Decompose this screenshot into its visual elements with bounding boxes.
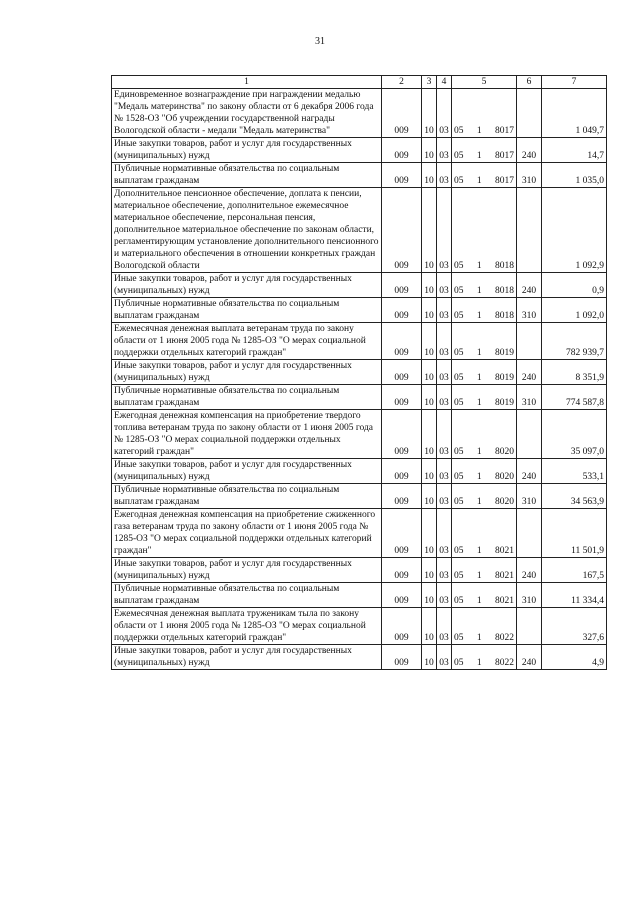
table-row: [112, 484, 607, 509]
row-article-program: 05: [454, 571, 464, 581]
row-article-code: 8019: [495, 348, 514, 358]
row-name: Ежемесячная денежная выплата ветеранам труда по закону области от 1 июня 2005 года № 1285-ОЗ "О мерах социальной поддержки отдельных категорий граждан": [114, 324, 366, 358]
row-section: 10: [422, 459, 437, 484]
row-article-program: 05: [454, 596, 464, 606]
row-ministry: 009: [382, 558, 422, 583]
row-article-program: 05: [454, 497, 464, 507]
table-row: [112, 558, 607, 583]
row-article-code: 8019: [495, 398, 514, 408]
row-subsection: 03: [437, 583, 452, 608]
header-amount: 7: [542, 76, 607, 89]
row-name-cell: [112, 163, 382, 188]
row-name: Публичные нормативные обязательства по социальным выплатам гражданам: [114, 164, 340, 186]
row-article-code: 8018: [495, 261, 514, 271]
table-row: [112, 385, 607, 410]
header-name: 1: [112, 76, 382, 89]
row-section: 10: [422, 558, 437, 583]
row-subsection: 03: [437, 459, 452, 484]
row-name: Иные закупки товаров, работ и услуг для государственных (муниципальных) нужд: [114, 460, 352, 482]
row-ministry: 009: [382, 188, 422, 273]
row-section: 10: [422, 583, 437, 608]
row-article-code: 8017: [495, 176, 514, 186]
page-number: 31: [315, 36, 325, 47]
row-subsection: 03: [437, 323, 452, 360]
row-article-program: 05: [454, 348, 464, 358]
row-article-cell: [452, 459, 517, 484]
row-amount: 774 587,8: [542, 385, 607, 410]
header-subsection: 4: [437, 76, 452, 89]
row-name-cell: [112, 484, 382, 509]
row-article-program: 05: [454, 472, 464, 482]
table-row: [112, 645, 607, 670]
row-subsection: 03: [437, 138, 452, 163]
row-amount: 1 092,0: [542, 298, 607, 323]
row-subsection: 03: [437, 558, 452, 583]
row-article-code: 8017: [495, 126, 514, 136]
row-article-subprogram: 1: [476, 151, 482, 161]
row-ministry: 009: [382, 459, 422, 484]
row-expense-type: 240: [517, 645, 542, 670]
row-name: Иные закупки товаров, работ и услуг для государственных (муниципальных) нужд: [114, 139, 352, 161]
row-name: Иные закупки товаров, работ и услуг для государственных (муниципальных) нужд: [114, 646, 352, 668]
row-name-cell: [112, 583, 382, 608]
header-expense-type: 6: [517, 76, 542, 89]
row-article-cell: [452, 323, 517, 360]
row-ministry: 009: [382, 89, 422, 138]
row-article-subprogram: 1: [476, 546, 482, 556]
row-article-program: 05: [454, 398, 464, 408]
row-ministry: 009: [382, 509, 422, 558]
row-section: 10: [422, 89, 437, 138]
row-article-code: 8017: [495, 151, 514, 161]
row-ministry: 009: [382, 163, 422, 188]
row-article-subprogram: 1: [476, 571, 482, 581]
row-amount: 1 092,9: [542, 188, 607, 273]
row-ministry: 009: [382, 410, 422, 459]
table-row: [112, 273, 607, 298]
row-amount: 782 939,7: [542, 323, 607, 360]
row-section: 10: [422, 410, 437, 459]
row-article-cell: [452, 385, 517, 410]
row-name: Иные закупки товаров, работ и услуг для государственных (муниципальных) нужд: [114, 559, 352, 581]
row-article-cell: [452, 163, 517, 188]
row-section: 10: [422, 163, 437, 188]
row-section: 10: [422, 138, 437, 163]
row-expense-type: 310: [517, 484, 542, 509]
row-section: 10: [422, 360, 437, 385]
row-section: 10: [422, 484, 437, 509]
row-subsection: 03: [437, 89, 452, 138]
row-article-code: 8019: [495, 373, 514, 383]
row-article-subprogram: 1: [476, 596, 482, 606]
row-amount: 35 097,0: [542, 410, 607, 459]
row-name: Ежегодная денежная компенсация на приобретение сжиженного газа ветеранам труда по закону области от 1 июня 2005 года № 1285-ОЗ "О мерах социальной поддержки отдельных категорий граждан": [114, 510, 376, 556]
row-expense-type: [517, 509, 542, 558]
row-expense-type: 310: [517, 298, 542, 323]
row-amount: 14,7: [542, 138, 607, 163]
row-ministry: 009: [382, 273, 422, 298]
row-article-subprogram: 1: [476, 176, 482, 186]
row-article-code: 8022: [495, 633, 514, 643]
row-expense-type: 240: [517, 138, 542, 163]
row-amount: 34 563,9: [542, 484, 607, 509]
row-article-subprogram: 1: [476, 261, 482, 271]
row-expense-type: 240: [517, 360, 542, 385]
row-ministry: 009: [382, 608, 422, 645]
table-row: [112, 410, 607, 459]
row-name-cell: [112, 323, 382, 360]
row-subsection: 03: [437, 484, 452, 509]
row-article-code: 8021: [495, 546, 514, 556]
row-name-cell: [112, 608, 382, 645]
row-subsection: 03: [437, 273, 452, 298]
table-row: [112, 298, 607, 323]
row-name-cell: [112, 459, 382, 484]
header-article: 5: [452, 76, 517, 89]
row-amount: 0,9: [542, 273, 607, 298]
row-name: Дополнительное пенсионное обеспечение, доплата к пенсии, материальное обеспечение, дополнительное ежемесячное материальное обеспечение, персональная пенсия, дополнительное материальное обеспечение по законам области, регламентирующим установление дополнительного пенсионного и материального обеспечения в отношении конкретных граждан Вологодской области: [114, 189, 379, 271]
row-amount: 11 501,9: [542, 509, 607, 558]
row-subsection: 03: [437, 163, 452, 188]
row-subsection: 03: [437, 188, 452, 273]
row-article-cell: [452, 484, 517, 509]
row-ministry: 009: [382, 323, 422, 360]
row-article-cell: [452, 298, 517, 323]
row-name-cell: [112, 188, 382, 273]
row-article-program: 05: [454, 261, 464, 271]
row-article-code: 8018: [495, 311, 514, 321]
row-article-program: 05: [454, 373, 464, 383]
row-expense-type: 240: [517, 273, 542, 298]
row-name-cell: [112, 558, 382, 583]
header-section: 3: [422, 76, 437, 89]
row-article-subprogram: 1: [476, 126, 482, 136]
row-name-cell: [112, 645, 382, 670]
budget-table: [111, 75, 607, 670]
row-subsection: 03: [437, 360, 452, 385]
row-expense-type: 310: [517, 385, 542, 410]
row-section: 10: [422, 323, 437, 360]
row-article-cell: [452, 410, 517, 459]
row-ministry: 009: [382, 645, 422, 670]
row-ministry: 009: [382, 385, 422, 410]
row-article-cell: [452, 360, 517, 385]
row-article-program: 05: [454, 126, 464, 136]
row-name: Публичные нормативные обязательства по социальным выплатам гражданам: [114, 485, 340, 507]
row-article-subprogram: 1: [476, 658, 482, 668]
table-row: [112, 89, 607, 138]
row-expense-type: 240: [517, 558, 542, 583]
table-row: [112, 138, 607, 163]
row-name: Иные закупки товаров, работ и услуг для государственных (муниципальных) нужд: [114, 274, 352, 296]
row-expense-type: [517, 323, 542, 360]
row-article-cell: [452, 273, 517, 298]
row-article-code: 8020: [495, 472, 514, 482]
row-expense-type: 310: [517, 163, 542, 188]
row-name: Ежегодная денежная компенсация на приобретение твердого топлива ветеранам труда по закону области от 1 июня 2005 года № 1285-ОЗ "О мерах социальной поддержки отдельных категорий граждан": [114, 411, 374, 457]
table-row: [112, 360, 607, 385]
row-article-subprogram: 1: [476, 472, 482, 482]
row-amount: 4,9: [542, 645, 607, 670]
row-expense-type: 310: [517, 583, 542, 608]
header-ministry: 2: [382, 76, 422, 89]
row-section: 10: [422, 298, 437, 323]
row-article-code: 8022: [495, 658, 514, 668]
row-name-cell: [112, 385, 382, 410]
row-article-cell: [452, 89, 517, 138]
table-row: [112, 188, 607, 273]
row-subsection: 03: [437, 410, 452, 459]
row-amount: 8 351,9: [542, 360, 607, 385]
row-expense-type: [517, 188, 542, 273]
row-article-subprogram: 1: [476, 311, 482, 321]
row-ministry: 009: [382, 484, 422, 509]
row-name: Единовременное вознаграждение при награждении медалью "Медаль материнства" по закону области от 6 декабря 2006 года № 1528-ОЗ "Об учреждении государственной награды Вологодской области - медали "Медаль материнства": [114, 90, 374, 136]
row-section: 10: [422, 188, 437, 273]
table-row: [112, 509, 607, 558]
row-article-subprogram: 1: [476, 633, 482, 643]
row-article-code: 8018: [495, 286, 514, 296]
row-subsection: 03: [437, 298, 452, 323]
row-article-program: 05: [454, 546, 464, 556]
table-header-row: [112, 76, 607, 89]
row-expense-type: [517, 410, 542, 459]
row-ministry: 009: [382, 138, 422, 163]
row-article-code: 8020: [495, 447, 514, 457]
row-article-program: 05: [454, 633, 464, 643]
row-name-cell: [112, 298, 382, 323]
row-article-cell: [452, 645, 517, 670]
row-name-cell: [112, 138, 382, 163]
row-section: 10: [422, 509, 437, 558]
row-article-subprogram: 1: [476, 286, 482, 296]
row-article-cell: [452, 558, 517, 583]
table-row: [112, 459, 607, 484]
row-expense-type: [517, 89, 542, 138]
row-subsection: 03: [437, 509, 452, 558]
row-article-cell: [452, 138, 517, 163]
row-expense-type: 240: [517, 459, 542, 484]
row-name-cell: [112, 509, 382, 558]
row-article-cell: [452, 608, 517, 645]
table-body: [112, 89, 607, 670]
row-section: 10: [422, 645, 437, 670]
row-article-code: 8021: [495, 596, 514, 606]
row-article-program: 05: [454, 658, 464, 668]
row-name: Публичные нормативные обязательства по социальным выплатам гражданам: [114, 299, 340, 321]
table-row: [112, 163, 607, 188]
row-name-cell: [112, 273, 382, 298]
row-article-program: 05: [454, 311, 464, 321]
row-amount: 11 334,4: [542, 583, 607, 608]
row-ministry: 009: [382, 583, 422, 608]
row-section: 10: [422, 385, 437, 410]
row-article-program: 05: [454, 286, 464, 296]
row-amount: 167,5: [542, 558, 607, 583]
row-name: Иные закупки товаров, работ и услуг для государственных (муниципальных) нужд: [114, 361, 352, 383]
row-section: 10: [422, 273, 437, 298]
row-article-code: 8021: [495, 571, 514, 581]
row-subsection: 03: [437, 608, 452, 645]
row-article-cell: [452, 509, 517, 558]
row-subsection: 03: [437, 385, 452, 410]
row-article-subprogram: 1: [476, 447, 482, 457]
row-article-program: 05: [454, 151, 464, 161]
row-article-cell: [452, 188, 517, 273]
table-row: [112, 583, 607, 608]
row-name-cell: [112, 410, 382, 459]
row-article-subprogram: 1: [476, 348, 482, 358]
row-name: Ежемесячная денежная выплата труженикам тыла по закону области от 1 июня 2005 года № 1285-ОЗ "О мерах социальной поддержки отдельных категорий граждан": [114, 609, 366, 643]
row-amount: 327,6: [542, 608, 607, 645]
row-ministry: 009: [382, 298, 422, 323]
row-section: 10: [422, 608, 437, 645]
table-row: [112, 323, 607, 360]
row-name: Публичные нормативные обязательства по социальным выплатам гражданам: [114, 386, 340, 408]
row-article-subprogram: 1: [476, 497, 482, 507]
row-name-cell: [112, 360, 382, 385]
row-subsection: 03: [437, 645, 452, 670]
row-article-subprogram: 1: [476, 373, 482, 383]
row-amount: 533,1: [542, 459, 607, 484]
row-article-code: 8020: [495, 497, 514, 507]
row-amount: 1 035,0: [542, 163, 607, 188]
row-article-program: 05: [454, 176, 464, 186]
row-article-subprogram: 1: [476, 398, 482, 408]
row-name: Публичные нормативные обязательства по социальным выплатам гражданам: [114, 584, 340, 606]
row-article-cell: [452, 583, 517, 608]
row-name-cell: [112, 89, 382, 138]
row-expense-type: [517, 608, 542, 645]
table-row: [112, 608, 607, 645]
row-ministry: 009: [382, 360, 422, 385]
row-article-program: 05: [454, 447, 464, 457]
row-amount: 1 049,7: [542, 89, 607, 138]
